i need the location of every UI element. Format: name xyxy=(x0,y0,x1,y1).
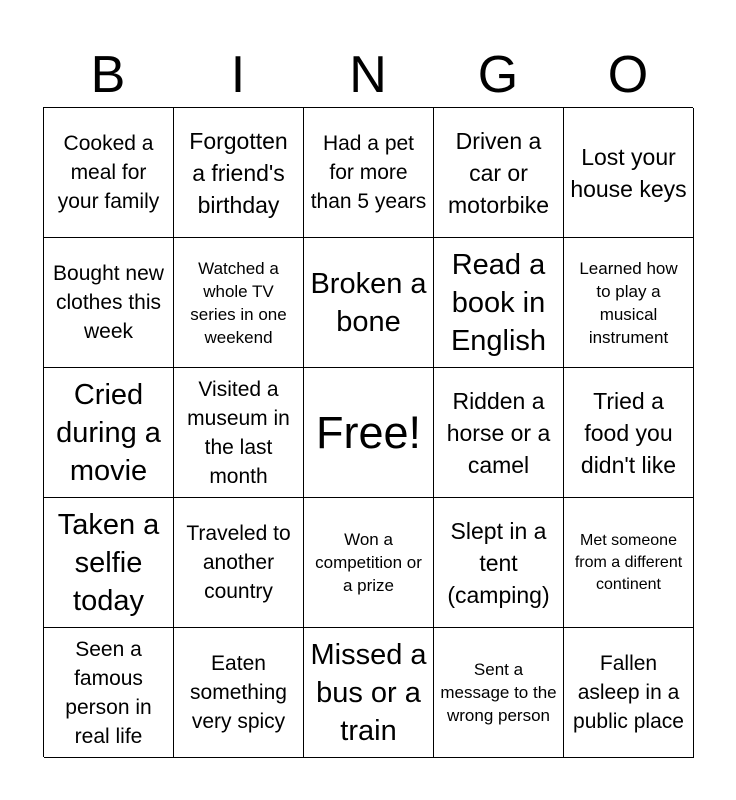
bingo-cell-label: Forgotten a friend's birthday xyxy=(189,127,288,218)
bingo-cell-label: Visited a museum in the last month xyxy=(187,377,290,488)
header-letter-o: O xyxy=(607,46,649,104)
bingo-cell[interactable] xyxy=(44,498,174,628)
bingo-cell-label: Cooked a meal for your family xyxy=(57,132,160,213)
bingo-cell[interactable] xyxy=(304,108,434,238)
bingo-cell-label: Cried during a movie xyxy=(56,378,161,487)
bingo-cell[interactable] xyxy=(564,628,694,758)
bingo-cell-label: Fallen asleep in a public place xyxy=(573,652,684,733)
bingo-cell-label: Traveled to another country xyxy=(186,522,291,603)
bingo-cell-label: Slept in a tent (camping) xyxy=(447,517,550,608)
bingo-cell[interactable] xyxy=(434,628,564,758)
bingo-header xyxy=(43,44,693,106)
bingo-cell[interactable] xyxy=(564,498,694,628)
bingo-cell[interactable] xyxy=(174,628,304,758)
bingo-cell[interactable] xyxy=(434,368,564,498)
bingo-cell-label: Won a competition or a prize xyxy=(315,530,422,595)
header-letter-i: I xyxy=(230,46,246,104)
bingo-cell-label: Free! xyxy=(315,406,422,458)
header-letter-n: N xyxy=(349,46,387,104)
bingo-free-cell[interactable] xyxy=(304,368,434,498)
bingo-cell-label: Seen a famous person in real life xyxy=(65,637,152,748)
bingo-cell-label: Ridden a horse or a camel xyxy=(446,387,551,478)
bingo-cell[interactable] xyxy=(304,238,434,368)
bingo-cell[interactable] xyxy=(434,498,564,628)
bingo-cell-label: Broken a bone xyxy=(310,267,427,338)
bingo-cell[interactable] xyxy=(304,628,434,758)
bingo-cell[interactable] xyxy=(174,108,304,238)
bingo-cell-label: Missed a bus or a train xyxy=(310,638,427,747)
header-letter-b: B xyxy=(90,46,126,104)
bingo-cell[interactable] xyxy=(564,108,694,238)
bingo-cell[interactable] xyxy=(304,498,434,628)
bingo-cell-label: Learned how to play a musical instrument xyxy=(579,258,678,347)
bingo-cell-label: Met someone from a different continent xyxy=(574,531,683,593)
bingo-board xyxy=(43,107,693,757)
bingo-cell[interactable] xyxy=(174,498,304,628)
bingo-cell[interactable] xyxy=(44,628,174,758)
bingo-cell[interactable] xyxy=(564,238,694,368)
bingo-cell[interactable] xyxy=(44,238,174,368)
header-letter-g: G xyxy=(477,46,519,104)
bingo-cell[interactable] xyxy=(564,368,694,498)
bingo-cell[interactable] xyxy=(44,108,174,238)
bingo-cell-label: Lost your house keys xyxy=(570,143,687,202)
bingo-cell-label: Watched a whole TV series in one weekend xyxy=(190,258,287,347)
bingo-cell-label: Had a pet for more than 5 years xyxy=(310,132,427,213)
bingo-cell[interactable] xyxy=(44,368,174,498)
bingo-cell-label: Driven a car or motorbike xyxy=(448,127,549,218)
bingo-cell-label: Taken a selfie today xyxy=(57,508,160,617)
bingo-cell-label: Eaten something very spicy xyxy=(190,652,287,733)
bingo-cell-label: Sent a message to the wrong person xyxy=(440,660,557,725)
bingo-cell[interactable] xyxy=(434,238,564,368)
bingo-cell[interactable] xyxy=(174,238,304,368)
bingo-cell-label: Bought new clothes this week xyxy=(53,262,164,343)
bingo-cell-label: Tried a food you didn't like xyxy=(580,387,677,478)
bingo-cell[interactable] xyxy=(434,108,564,238)
bingo-cell[interactable] xyxy=(174,368,304,498)
bingo-cell-label: Read a book in English xyxy=(450,248,547,357)
